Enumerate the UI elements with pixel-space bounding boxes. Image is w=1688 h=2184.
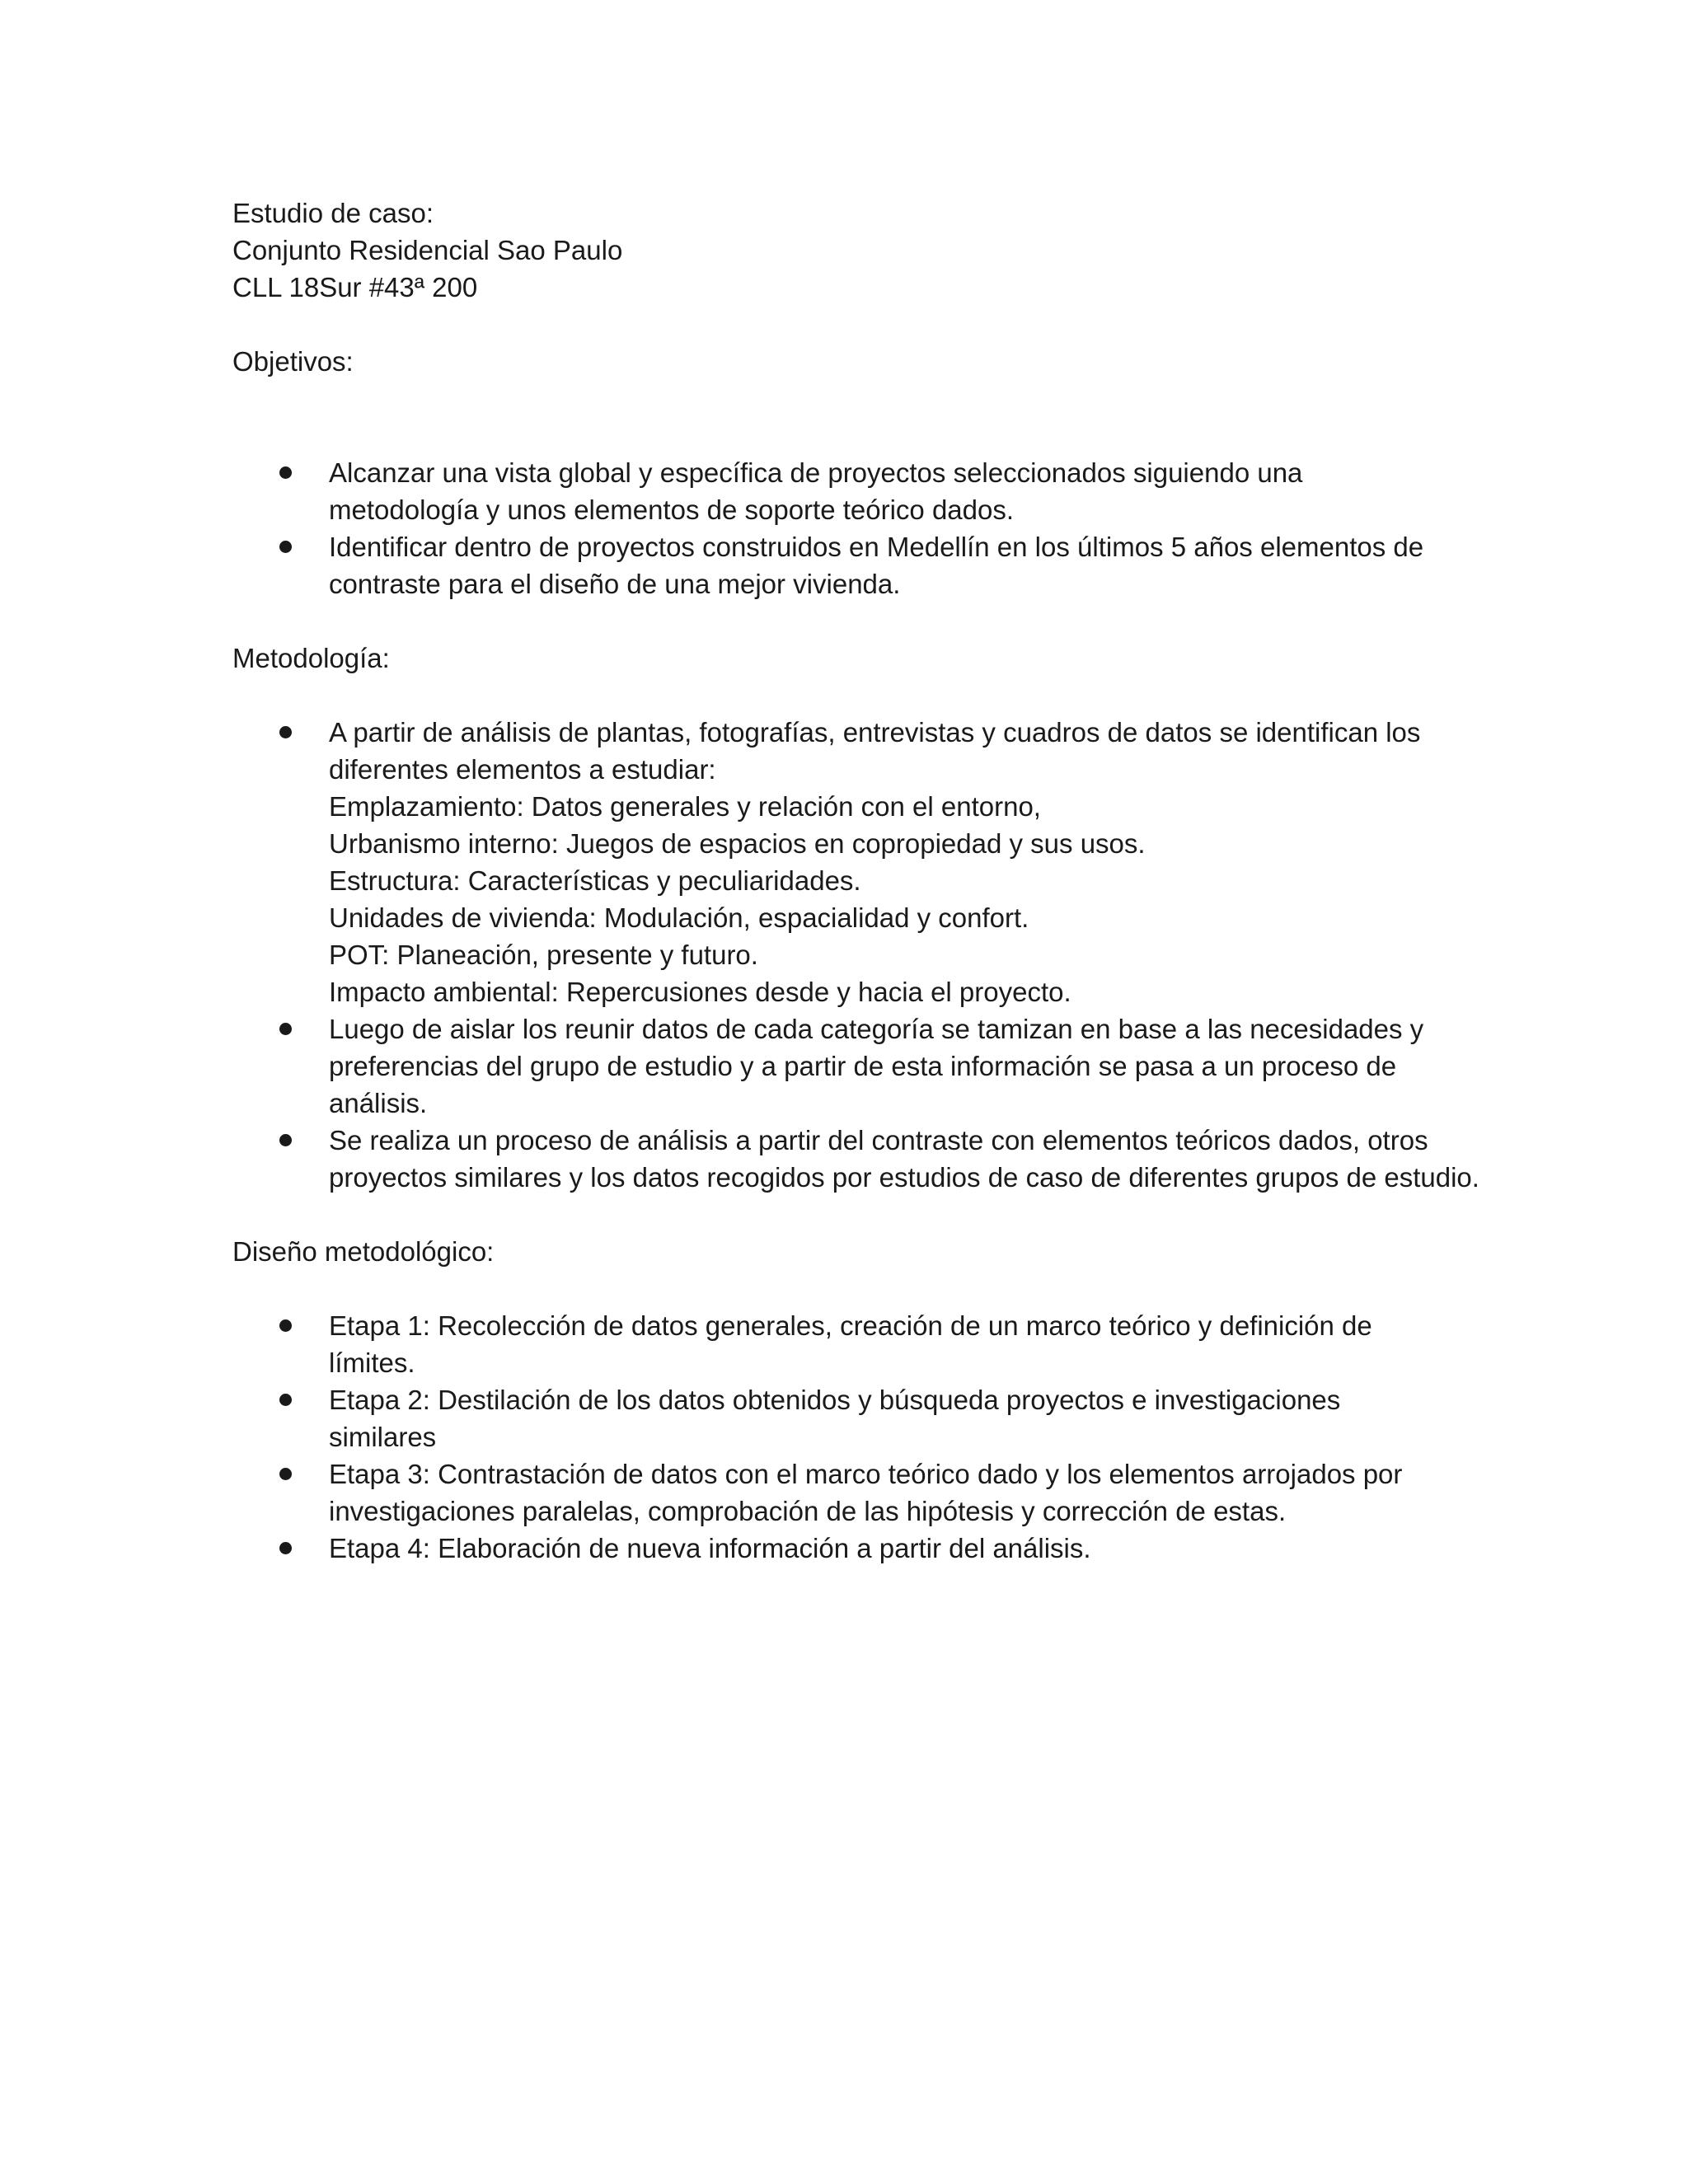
list-item — [232, 1455, 1483, 1530]
bullet-icon — [279, 1023, 292, 1035]
list-item — [232, 1381, 1425, 1455]
etapa-text: Etapa 1: Recolección de datos generales, creación de un marco teórico y definición de límites. — [329, 1310, 1372, 1378]
list-item — [232, 528, 1466, 602]
sub-item-estructura: Estructura: Características y peculiaridades. — [329, 865, 861, 896]
list-item — [232, 1530, 1483, 1567]
list-item — [232, 1307, 1458, 1381]
sub-item-pot: POT: Planeación, presente y futuro. — [329, 940, 758, 970]
bullet-icon — [279, 1542, 292, 1554]
diseno-heading: Diseño metodológico: — [232, 1236, 495, 1267]
metodologia-list — [232, 714, 1479, 1196]
bullet-icon — [279, 1468, 292, 1480]
etapa-text: Etapa 3: Contrastación de datos con el marco teórico dado y los elementos arrojados por investigaciones paralelas, comprobación de las hipótesis y corrección de estas. — [329, 1459, 1403, 1526]
objetivos-heading: Objetivos: — [232, 346, 354, 377]
bullet-icon — [279, 726, 292, 738]
list-item — [232, 454, 1433, 528]
bullet-icon — [279, 1134, 292, 1146]
objetivos-list — [232, 454, 1469, 602]
bullet-icon — [279, 1319, 292, 1332]
metodologia-text: Se realiza un proceso de análisis a partir del contraste con elementos teóricos dados, otros proyectos similares y los datos recogidos por estudios de caso de diferentes grupos de estudio. — [329, 1125, 1479, 1193]
bullet-icon — [279, 466, 292, 479]
project-address: CLL 18Sur #43ª 200 — [232, 272, 478, 302]
bullet-icon — [279, 1394, 292, 1406]
metodologia-intro-text: A partir de análisis de plantas, fotografías, entrevistas y cuadros de datos se identifican los diferentes elementos a estudiar: — [329, 717, 1421, 785]
case-study-label: Estudio de caso: — [232, 198, 434, 228]
project-name: Conjunto Residencial Sao Paulo — [232, 235, 623, 265]
objetivo-text: Identificar dentro de proyectos construidos en Medellín en los últimos 5 años elementos de contraste para el diseño de una mejor vivienda. — [329, 532, 1424, 599]
etapa-text: Etapa 2: Destilación de los datos obtenidos y búsqueda proyectos e investigaciones similares — [329, 1385, 1341, 1452]
etapa-text: Etapa 4: Elaboración de nueva información a partir del análisis. — [329, 1533, 1091, 1563]
sub-item-unidades: Unidades de vivienda: Modulación, espacialidad y confort. — [329, 902, 1029, 933]
diseno-list — [232, 1307, 1469, 1567]
list-item — [232, 1010, 1483, 1122]
list-item — [232, 714, 1499, 1010]
metodologia-heading: Metodología: — [232, 643, 390, 673]
document-body — [232, 194, 1479, 1567]
sub-item-emplazamiento: Emplazamiento: Datos generales y relación con el entorno, — [329, 791, 1041, 822]
sub-item-urbanismo: Urbanismo interno: Juegos de espacios en copropiedad y sus usos. — [329, 828, 1146, 859]
bullet-icon — [279, 541, 292, 553]
list-item — [232, 1122, 1499, 1196]
objetivo-text: Alcanzar una vista global y específica de proyectos seleccionados siguiendo una metodología y unos elementos de soporte teórico dados. — [329, 457, 1303, 525]
metodologia-text: Luego de aislar los reunir datos de cada categoría se tamizan en base a las necesidades y preferencias del grupo de estudio y a partir de esta información se pasa a un proceso de análisis. — [329, 1014, 1424, 1118]
sub-item-impacto: Impacto ambiental: Repercusiones desde y hacia el proyecto. — [329, 977, 1071, 1007]
